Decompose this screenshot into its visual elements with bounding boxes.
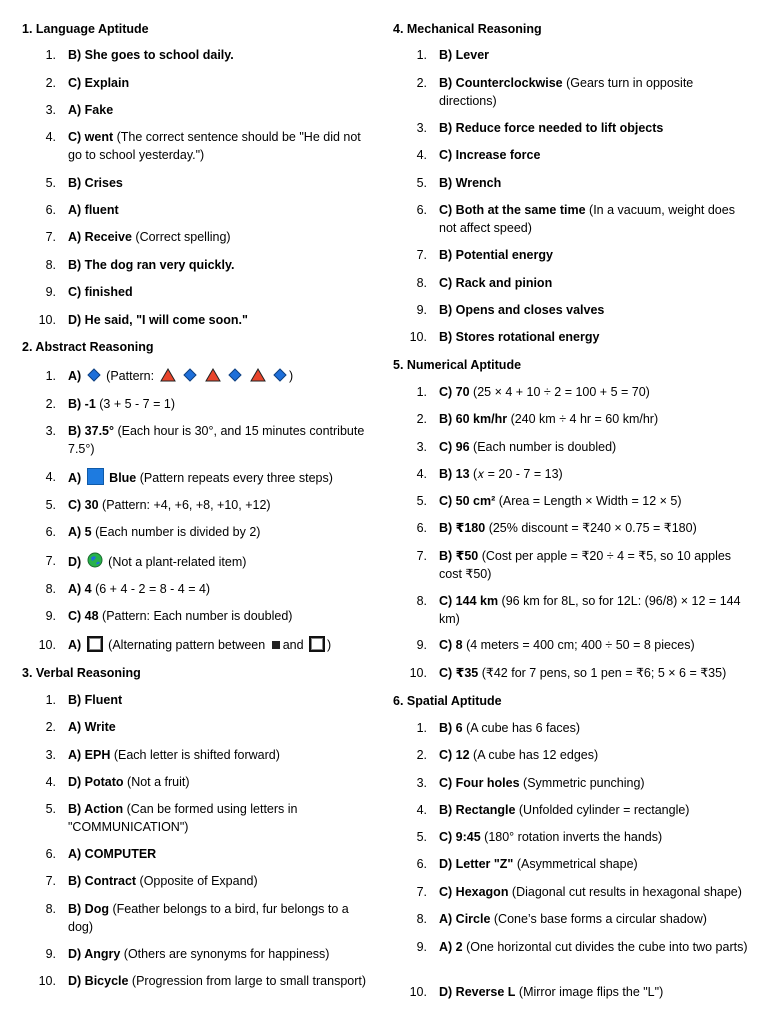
red-triangle-icon [160, 368, 176, 382]
list-item: 6. C) Both at the same time (In a vacuum, weight does not affect speed) [416, 203, 735, 235]
blue-diamond-icon [183, 368, 197, 382]
list-item: 4. A) Blue (Pattern repeats every three steps) [45, 470, 333, 485]
list-item: 2. A) Write [45, 720, 116, 734]
list-item: 6. B) ₹180 (25% discount = ₹240 × 0.75 = ₹180) [416, 521, 697, 535]
list-item: 10. D) Bicycle (Progression from large to small transport) [38, 974, 367, 988]
list-item: 4. B) 13 (𝑥 = 20 - 7 = 13) [416, 467, 563, 481]
list-item: 3. A) EPH (Each letter is shifted forward) [45, 748, 280, 762]
list-item: 9. A) 2 (One horizontal cut divides the cube into two parts) [416, 940, 748, 954]
list-item: 5. C) 30 (Pattern: +4, +6, +8, +10, +12) [45, 498, 271, 512]
list-item: 8. C) Rack and pinion [416, 276, 553, 290]
list-item: 6. A) COMPUTER [45, 847, 157, 861]
section-title-mechanical: 4. Mechanical Reasoning [393, 22, 542, 36]
list-item: 5. B) Action (Can be formed using letters in "COMMUNICATION") [45, 802, 298, 834]
blue-diamond-icon [87, 368, 101, 382]
small-black-square-icon [272, 641, 280, 649]
list-item: 7. B) ₹50 (Cost per apple = ₹20 ÷ 4 = ₹5, so 10 apples cost ₹50) [416, 549, 732, 581]
list-item: 10. D) He said, "I will come soon." [38, 313, 248, 327]
list-item: 9. B) Opens and closes valves [416, 303, 605, 317]
list-item: 4. C) Increase force [416, 148, 541, 162]
list-item: 5. B) Wrench [416, 176, 502, 190]
list-item: 6. A) fluent [45, 203, 119, 217]
red-triangle-icon [205, 368, 221, 382]
list-item: 8. B) The dog ran very quickly. [45, 258, 235, 272]
list-item: 7. C) Hexagon (Diagonal cut results in hexagonal shape) [416, 885, 742, 899]
list-item: 2. C) 12 (A cube has 12 edges) [416, 748, 599, 762]
list-item: 1. B) Fluent [45, 693, 123, 707]
list-item: 3. A) Fake [45, 103, 114, 117]
outlined-square-icon [309, 636, 325, 652]
blue-diamond-icon [228, 368, 242, 382]
list-item: 5. C) 9:45 (180° rotation inverts the hands) [416, 830, 663, 844]
list-item: 3. B) Reduce force needed to lift objects [416, 121, 664, 135]
list-item: 3. C) 96 (Each number is doubled) [416, 440, 617, 454]
section-title-numerical: 5. Numerical Aptitude [393, 358, 522, 372]
section-title-verbal: 3. Verbal Reasoning [22, 666, 141, 680]
list-item: 1. B) She goes to school daily. [45, 48, 234, 62]
green-globe-icon [87, 552, 103, 568]
section-title-spatial: 6. Spatial Aptitude [393, 694, 502, 708]
list-item: 5. B) Crises [45, 176, 123, 190]
blue-square-icon [87, 468, 104, 485]
blue-diamond-icon [273, 368, 287, 382]
list-item: 8. A) Circle (Cone’s base forms a circular shadow) [416, 912, 707, 926]
list-item: 1. A) (Pattern: ) [45, 369, 294, 383]
list-item: 8. A) 4 (6 + 4 - 2 = 8 - 4 = 4) [45, 582, 211, 596]
list-item: 7. B) Potential energy [416, 248, 553, 262]
list-item: 1. C) 70 (25 × 4 + 10 ÷ 2 = 100 + 5 = 70) [416, 385, 650, 399]
list-item: 5. C) 50 cm² (Area = Length × Width = 12 × 5) [416, 494, 682, 508]
list-item: 6. D) Letter "Z" (Asymmetrical shape) [416, 857, 638, 871]
list-item: 7. D) (Not a plant-related item) [45, 554, 247, 569]
list-item: 4. C) went (The correct sentence should be "He did not go to school yesterday.") [45, 130, 361, 162]
list-item: 10. C) ₹35 (₹42 for 7 pens, so 1 pen = ₹6; 5 × 6 = ₹35) [409, 666, 727, 680]
list-item: 7. A) Receive (Correct spelling) [45, 230, 231, 244]
list-item: 4. B) Rectangle (Unfolded cylinder = rectangle) [416, 803, 690, 817]
list-item: 9. D) Angry (Others are synonyms for happiness) [45, 947, 330, 961]
list-item: 2. C) Explain [45, 76, 130, 90]
list-item: 3. C) Four holes (Symmetric punching) [416, 776, 645, 790]
list-item: 6. A) 5 (Each number is divided by 2) [45, 525, 261, 539]
list-item: 2. B) Counterclockwise (Gears turn in opposite directions) [416, 76, 694, 108]
list-item: 3. B) 37.5° (Each hour is 30°, and 15 minutes contribute 7.5°) [45, 424, 365, 456]
list-item: 10. B) Stores rotational energy [409, 330, 600, 344]
list-item: 7. B) Contract (Opposite of Expand) [45, 874, 258, 888]
list-item: 2. B) 60 km/hr (240 km ÷ 4 hr = 60 km/hr) [416, 412, 659, 426]
list-item: 2. B) -1 (3 + 5 - 7 = 1) [45, 397, 175, 411]
list-item: 10. A) (Alternating pattern between and ) [38, 638, 332, 652]
section-title-language: 1. Language Aptitude [22, 22, 149, 36]
list-item: 8. C) 144 km (96 km for 8L, so for 12L: (96/8) × 12 = 144 km) [416, 594, 741, 626]
list-item: 10. D) Reverse L (Mirror image flips the "L") [409, 985, 664, 999]
red-triangle-icon [250, 368, 266, 382]
list-item: 1. B) Lever [416, 48, 490, 62]
list-item: 4. D) Potato (Not a fruit) [45, 775, 190, 789]
list-item: 8. B) Dog (Feather belongs to a bird, fur belongs to a dog) [45, 902, 349, 934]
list-item: 1. B) 6 (A cube has 6 faces) [416, 721, 581, 735]
list-item: 9. C) finished [45, 285, 133, 299]
list-item: 9. C) 8 (4 meters = 400 cm; 400 ÷ 50 = 8 pieces) [416, 638, 695, 652]
outlined-square-icon [87, 636, 103, 652]
section-title-abstract: 2. Abstract Reasoning [22, 340, 154, 354]
list-item: 9. C) 48 (Pattern: Each number is doubled) [45, 609, 293, 623]
